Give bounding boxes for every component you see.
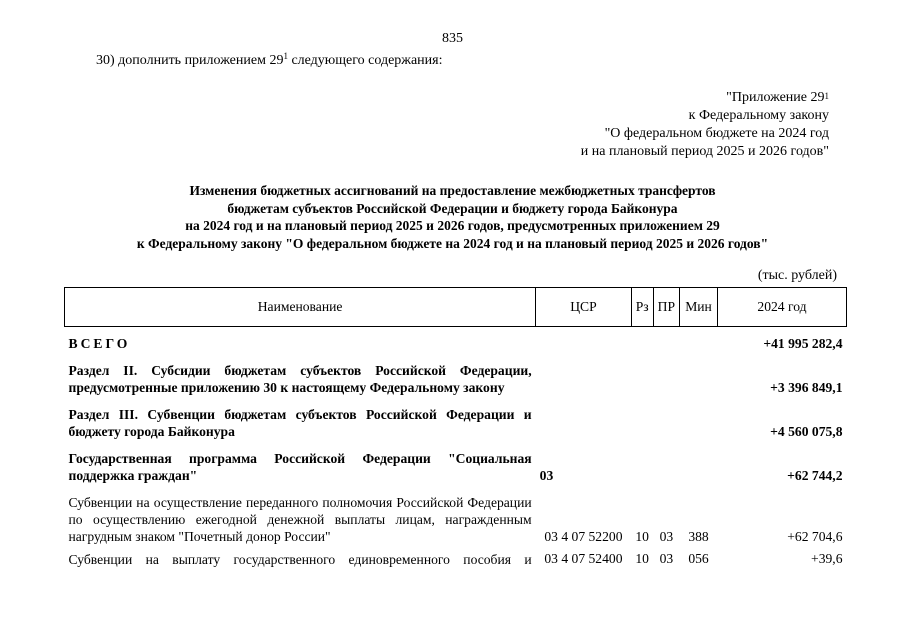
row-min [680, 327, 718, 353]
row-min: 056 [688, 551, 709, 566]
document-title [60, 182, 845, 252]
intro-superscript: 1 [283, 51, 288, 61]
row-pr: 03 [659, 529, 674, 544]
row-rz [631, 327, 653, 353]
row-csr [536, 396, 632, 440]
row-amount: +62 744,2 [787, 468, 843, 483]
page-number: 835 [442, 31, 463, 46]
units-note: (тыс. рублей) [757, 268, 837, 283]
row-csr: 03 4 07 52200 [544, 529, 623, 544]
row-name [65, 545, 536, 568]
title-line-1: Изменения бюджетных ассигнований на предоставление межбюджетных трансфертов [189, 183, 716, 198]
title-line-2: бюджетам субъектов Российской Федерации и бюджету города Байконура [227, 200, 678, 216]
row-amount: +3 396 849,1 [770, 380, 843, 395]
table-row [65, 484, 847, 545]
row-rz: 10 [635, 529, 649, 544]
row-rz [631, 396, 653, 440]
row-pr: 03 [659, 551, 674, 566]
row-rz: 10 [635, 551, 649, 566]
header-year: 2024 год [717, 288, 846, 327]
row-pr [653, 327, 679, 353]
table-row [65, 352, 847, 396]
table-header-row [65, 288, 847, 327]
table-row [65, 440, 847, 484]
header-rz: Рз [631, 288, 653, 327]
row-min [680, 440, 718, 484]
header-name: Наименование [65, 288, 536, 327]
row-min: 388 [688, 529, 709, 544]
row-name: Субвенции на осуществление переданного полномочия Российской Федерации по осуществлению ежегодной денежной выплаты лицам, награжденным нагрудным знаком "Почетный донор России" [68, 495, 532, 544]
row-csr: 03 [539, 468, 554, 483]
table-row [65, 327, 847, 353]
row-min [680, 396, 718, 440]
header-pr: ПР [653, 288, 679, 327]
row-csr [536, 352, 632, 396]
header-min: Мин [680, 288, 718, 327]
appendix-superscript: 1 [824, 91, 829, 101]
table-row [65, 545, 847, 568]
appendix-line-4: и на плановый период 2025 и 2026 годов" [580, 144, 829, 159]
appendix-line-3: "О федеральном бюджете на 2024 год [604, 126, 829, 141]
row-amount: +39,6 [811, 551, 843, 566]
appendix-title: "Приложение 29 [726, 90, 825, 105]
row-pr [653, 396, 679, 440]
row-rz [631, 440, 653, 484]
title-line-3: на 2024 год и на плановый период 2025 и 2026 годов, предусмотренных приложением 29 [185, 218, 720, 233]
row-csr [536, 327, 632, 353]
title-line-4: к Федеральному закону "О федеральном бюджете на 2024 год и на плановый период 2025 и 2026 годов" [136, 235, 769, 251]
row-name: Раздел III. Субвенции бюджетам субъектов Российской Федерации и бюджету города Байконура [68, 407, 532, 439]
budget-table [64, 287, 847, 568]
intro-text-after: следующего содержания: [287, 53, 443, 68]
row-amount: +62 704,6 [787, 529, 843, 544]
row-amount: +4 560 075,8 [770, 424, 843, 439]
appendix-line-2: к Федеральному закону [688, 108, 829, 123]
amendment-intro [96, 53, 443, 69]
table-row [65, 396, 847, 440]
row-min [680, 352, 718, 396]
row-pr [653, 352, 679, 396]
row-name: ВСЕГО [68, 336, 131, 351]
row-pr [653, 440, 679, 484]
intro-text: 30) дополнить приложением 29 [96, 53, 284, 68]
appendix-header [581, 89, 829, 161]
header-csr: ЦСР [536, 288, 632, 327]
row-name: Раздел II. Субсидии бюджетам субъектов Российской Федерации, предусмотренные приложению 30 к настоящему Федеральному закону [68, 363, 532, 395]
row-name: Государственная программа Российской Федерации "Социальная поддержка граждан" [68, 451, 532, 483]
row-csr: 03 4 07 52400 [544, 551, 623, 566]
row-rz [631, 352, 653, 396]
row-amount: +41 995 282,4 [763, 336, 843, 351]
appendix-line-1 [581, 89, 829, 107]
row-name-text: Субвенции на выплату государственного единовременного пособия и [68, 552, 532, 567]
